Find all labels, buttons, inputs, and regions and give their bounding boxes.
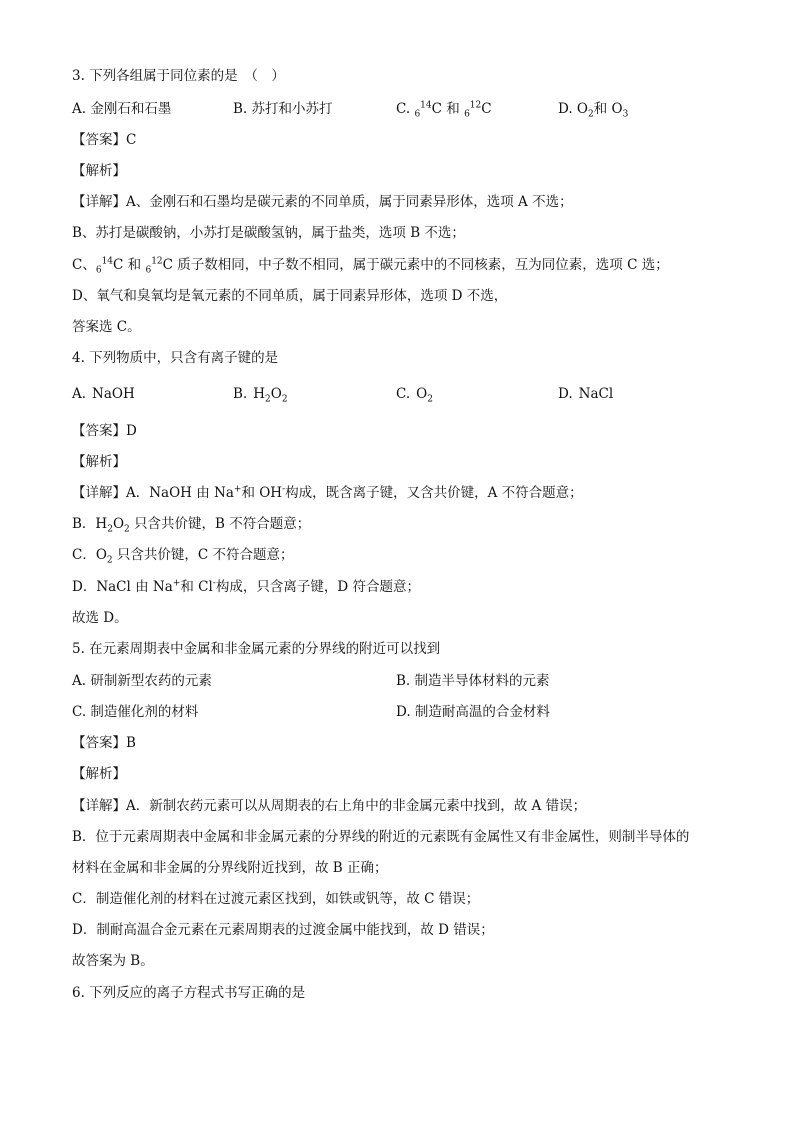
q3-detail-line: D、氧气和臭氧均是氧元素的不同单质，属于同素异形体，选项 D 不选， (72, 288, 508, 304)
q4-answer: 【答案】D (72, 423, 137, 439)
q4-detail-line: 【详解】A．NaOH 由 Na+和 OH-构成，既含离子键，又含共价键，A 不符合题意； (72, 484, 583, 501)
q3-conclusion: 答案选 C。 (72, 319, 141, 335)
q4-detail-line: C．$O_2$ 只含共价键，C 不符合题意； (72, 547, 294, 566)
q6-stem: 6. 下列反应的离子方程式书写正确的是 (72, 985, 306, 1001)
q5-detail-line: C．制造催化剂的材料在过渡元素区找到，如铁或钒等，故 C 错误； (72, 891, 480, 907)
q5-option-d: D. 制造耐高温的合金材料 (396, 704, 550, 720)
q5-stem: 5. 在元素周期表中金属和非金属元素的分界线的附近可以找到 (72, 641, 441, 657)
q4-detail-line: B．$H_2O_2$ 只含共价键，B 不符合题意； (72, 516, 311, 535)
q3-detail-line: 【详解】A、金刚石和石墨均是碳元素的不同单质，属于同素异形体，选项 A 不选； (72, 194, 573, 210)
q4-detail-line: D．NaCl 由 Na+和 Cl-构成，只含离子键，D 符合题意； (72, 578, 420, 595)
q5-option-a: A. 研制新型农药的元素 (72, 673, 212, 689)
q5-detail-line: D．制耐高温合金元素在元素周期表的过渡金属中能找到，故 D 错误； (72, 922, 494, 938)
q5-detail-line: 【详解】A．新制农药元素可以从周期表的右上角中的非金属元素中找到，故 A 错误； (72, 798, 587, 814)
q5-option-c: C. 制造催化剂的材料 (72, 704, 199, 720)
q4-option-c: C. $O_2$ (396, 386, 433, 405)
q3-stem: 3. 下列各组属于同位素的是 （ ） (72, 68, 285, 84)
q5-detail-line: B．位于元素周期表中金属和非金属元素的分界线的附近的元素既有金属性又有非金属性，则制半导体的 (72, 829, 690, 845)
q5-conclusion: 故答案为 B。 (72, 953, 154, 969)
q5-answer: 【答案】B (72, 735, 136, 751)
q4-stem: 4. 下列物质中，只含有离子键的是 (72, 350, 279, 366)
q4-conclusion: 故选 D。 (72, 610, 128, 626)
q4-option-a: A. NaOH (72, 386, 135, 402)
q5-option-b: B. 制造半导体材料的元素 (396, 673, 550, 689)
q3-option-d: D. $O_2$和 $O_3$ (558, 101, 629, 120)
q3-option-c: C. $_6^{14}$C 和 $_6^{12}$C (396, 100, 492, 120)
q5-analysis-heading: 【解析】 (72, 766, 126, 782)
q3-detail-line: B、苏打是碳酸钠，小苏打是碳酸氢钠，属于盐类，选项 B 不选； (72, 225, 465, 241)
q3-option-b: B. 苏打和小苏打 (233, 101, 333, 117)
q3-analysis-heading: 【解析】 (72, 163, 126, 179)
q5-detail-line: 材料在金属和非金属的分界线附近找到，故 B 正确； (72, 860, 388, 876)
q4-option-b: B. $H_2O_2$ (233, 386, 288, 405)
q3-detail-line: C、$_6^{14}$C 和 $_6^{12}$C 质子数相同，中子数不相同，属于碳元素中的不同核素，互为同位素，选项 C 选； (72, 256, 669, 276)
q4-option-d: D. NaCl (558, 386, 614, 402)
q3-option-a: A. 金刚石和石墨 (72, 101, 172, 117)
q3-answer: 【答案】C (72, 132, 137, 148)
q4-analysis-heading: 【解析】 (72, 454, 126, 470)
